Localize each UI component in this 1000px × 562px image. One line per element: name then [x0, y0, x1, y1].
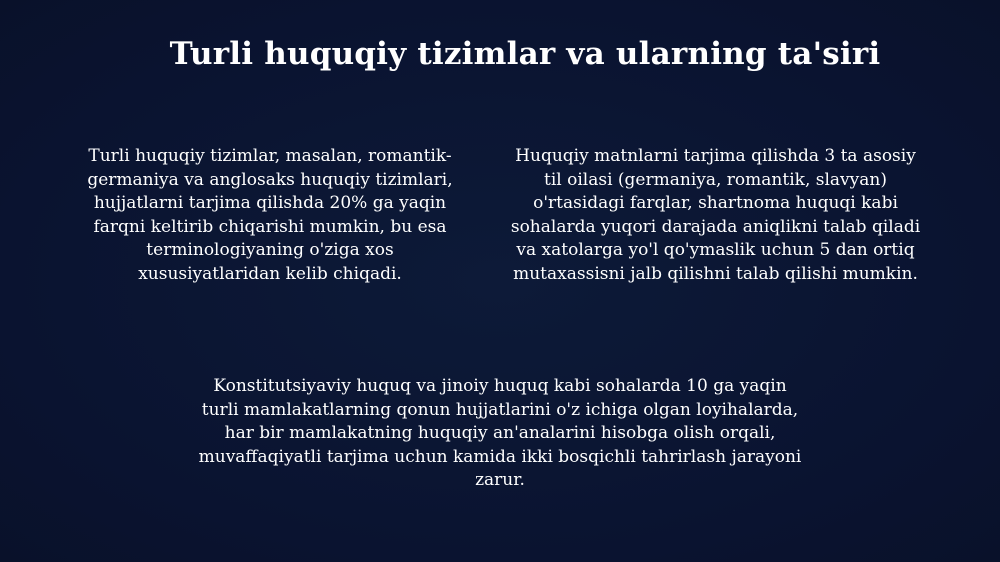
paragraph-constitutional-law: Konstitutsiyaviy huquq va jinoiy huquq kabi sohalarda 10 ga yaqin turli mamlakatlarning qonun hujjatlarini o'z ichiga olgan loyihalarda, har bir mamlakatning huquqiy an'analarini hisobga olish orqali, muvaffaqiyatli tarjima uchun kamida ikki bosqichli tahrirlash jarayoni zarur. [198, 376, 802, 490]
paragraph-language-families: Huquqiy matnlarni tarjima qilishda 3 ta asosiy til oilasi (germaniya, romantik, slavyan) o'rtasidagi farqlar, shartnoma huquqi kabi sohalarda yuqori darajada aniqlikni talab qiladi va xatolarga yo'l qo'ymaslik uchun 5 dan ortiq mutaxassisni jalb qilishni talab qilishi mumkin. [510, 146, 921, 284]
slide-title: Turli huquqiy tizimlar va ularning ta'siri [169, 36, 881, 72]
paragraph-legal-systems: Turli huquqiy tizimlar, masalan, romantik- germaniya va anglosaks huquqiy tizimlari, hujjatlarni tarjima qilishda 20% ga yaqin farqni keltirib chiqarishi mumkin, bu esa terminologiyaning o'ziga xos xususiyatlaridan kelib chiqadi. [87, 146, 453, 284]
